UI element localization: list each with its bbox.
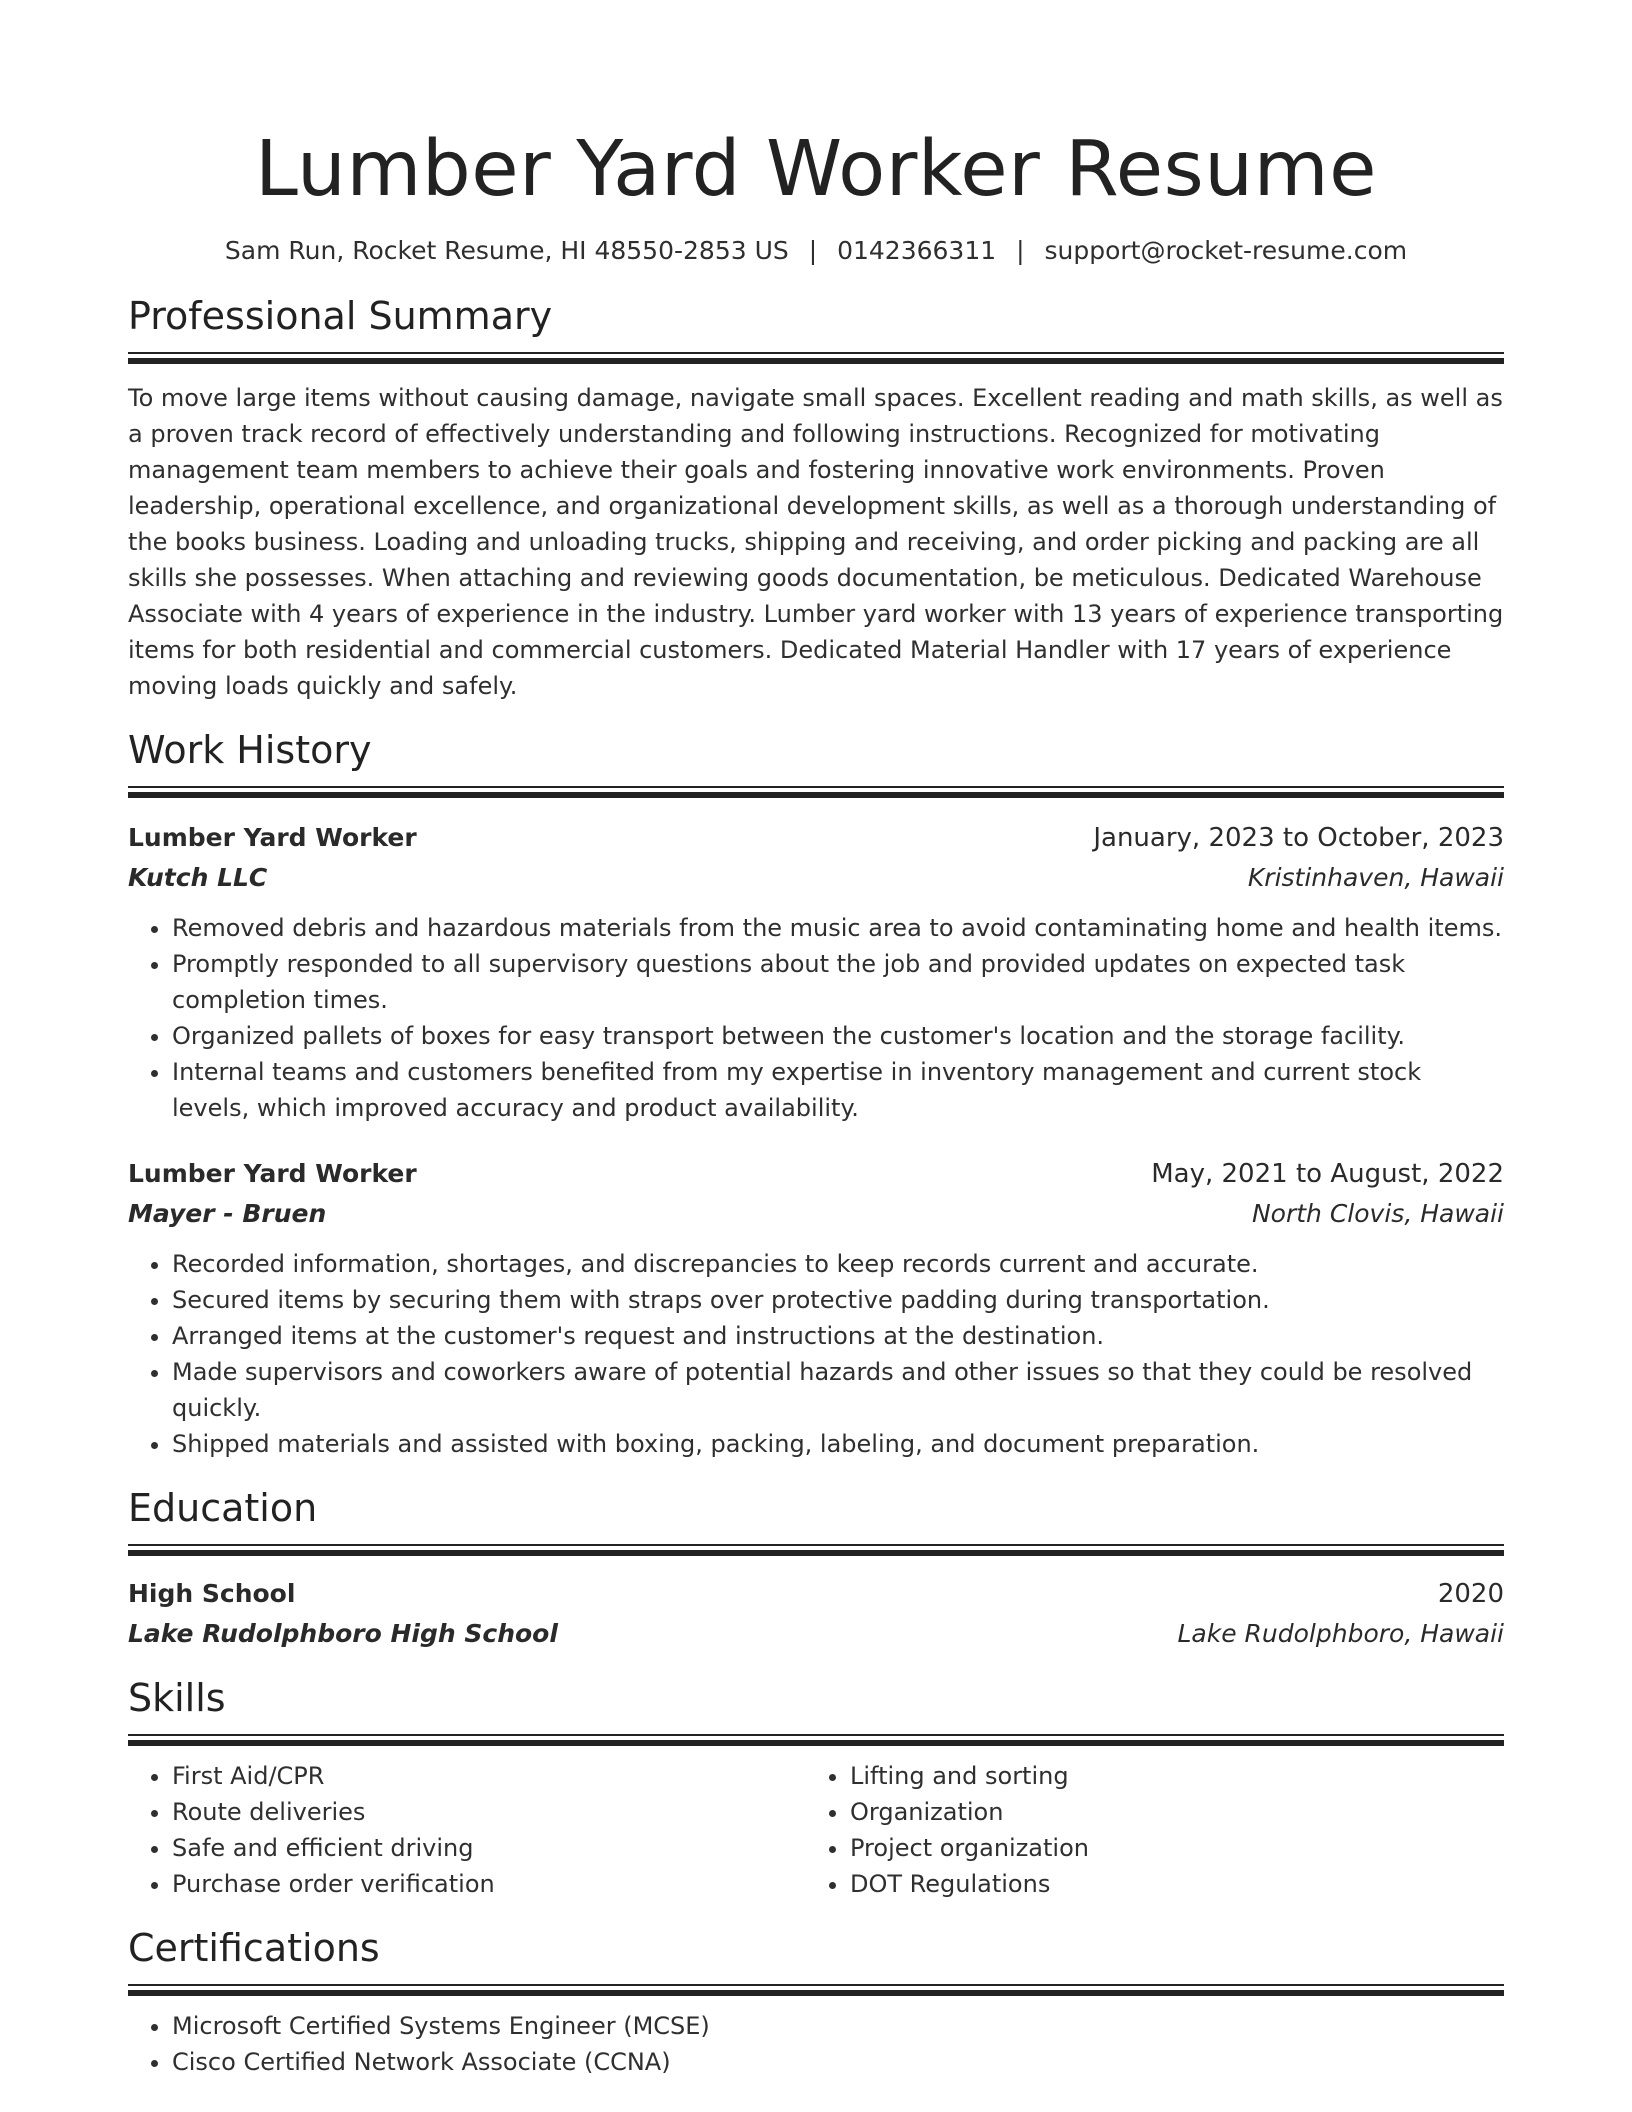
list-item: • Made supervisors and coworkers aware of potential hazards and other issues so that they could be resolved quickly. <box>172 1354 1504 1426</box>
job-list <box>128 818 1504 1462</box>
job-dates: January, 2023 to October, 2023 <box>1093 823 1504 853</box>
list-item: • Organized pallets of boxes for easy transport between the customer's location and the storage facility. <box>172 1018 1504 1054</box>
summary-section <box>128 292 1504 704</box>
job-entry <box>128 818 1504 1126</box>
education-degree: High School <box>128 1579 296 1608</box>
list-item: • Safe and efficient driving <box>172 1830 806 1866</box>
section-divider <box>128 352 1504 364</box>
skills-section <box>128 1674 1504 1902</box>
section-divider <box>128 786 1504 798</box>
certifications-list <box>128 2008 1504 2080</box>
section-divider <box>128 1544 1504 1556</box>
skills-column-right <box>806 1758 1484 1902</box>
section-divider <box>128 1734 1504 1746</box>
list-item: • Shipped materials and assisted with boxing, packing, labeling, and document preparation. <box>172 1426 1504 1462</box>
education-location: Lake Rudolphboro, Hawaii <box>1177 1619 1504 1648</box>
list-item: • Promptly responded to all supervisory questions about the job and provided updates on expected task completion times. <box>172 946 1504 1018</box>
contact-address: Sam Run, Rocket Resume, HI 48550-2853 US <box>224 236 789 265</box>
job-dates: May, 2021 to August, 2022 <box>1151 1159 1504 1189</box>
job-bullets <box>128 910 1504 1126</box>
job-title: Lumber Yard Worker <box>128 823 417 852</box>
job-title: Lumber Yard Worker <box>128 1159 417 1188</box>
contact-line <box>128 234 1504 268</box>
job-entry <box>128 1154 1504 1462</box>
list-item: • Cisco Certified Network Associate (CCNA) <box>172 2044 1504 2080</box>
section-heading-work: Work History <box>128 728 372 772</box>
list-item: • Arranged items at the customer's request and instructions at the destination. <box>172 1318 1504 1354</box>
list-item: • Purchase order verification <box>172 1866 806 1902</box>
job-company: Kutch LLC <box>128 863 268 892</box>
list-item: • Route deliveries <box>172 1794 806 1830</box>
list-item: • Microsoft Certified Systems Engineer (MCSE) <box>172 2008 1504 2044</box>
section-heading-education: Education <box>128 1486 318 1530</box>
education-entry <box>128 1574 1504 1654</box>
skills-columns <box>128 1758 1504 1902</box>
list-item: • Recorded information, shortages, and discrepancies to keep records current and accurate. <box>172 1246 1504 1282</box>
job-location: Kristinhaven, Hawaii <box>1247 863 1504 892</box>
list-item: • Secured items by securing them with straps over protective padding during transportation. <box>172 1282 1504 1318</box>
education-year: 2020 <box>1437 1579 1504 1609</box>
list-item: • Lifting and sorting <box>850 1758 1484 1794</box>
list-item: • Internal teams and customers benefited from my expertise in inventory management and current stock levels, which improved accuracy and product availability. <box>172 1054 1504 1126</box>
list-item: • First Aid/CPR <box>172 1758 806 1794</box>
job-bullets <box>128 1246 1504 1462</box>
list-item: • Removed debris and hazardous materials from the music area to avoid contaminating home and health items. <box>172 910 1504 946</box>
list-item: • Project organization <box>850 1830 1484 1866</box>
contact-separator: | <box>808 236 818 265</box>
contact-separator: | <box>1016 236 1025 265</box>
education-section <box>128 1484 1504 1654</box>
resume-title: Lumber Yard Worker Resume <box>255 125 1377 214</box>
resume-content <box>128 0 1504 2080</box>
contact-phone: 0142366311 <box>837 236 997 265</box>
list-item: • Organization <box>850 1794 1484 1830</box>
summary-text: To move large items without causing damage, navigate small spaces. Excellent reading and math skills, as well as a proven track record of effectively understanding and following instructions. Recognized for motivating management team members to achieve their goals and fostering innovative work environments. Proven leadership, operational excellence, and organizational development skills, as well as a thorough understanding of the books business. Loading and unloading trucks, shipping and receiving, and order picking and packing are all skills she possesses. When attaching and reviewing goods documentation, be meticulous. Dedicated Warehouse Associate with 4 years of experience in the industry. Lumber yard worker with 13 years of experience transporting items for both residential and commercial customers. Dedicated Material Handler with 17 years of experience moving loads quickly and safely. <box>128 384 1504 700</box>
skills-column-left <box>128 1758 806 1902</box>
job-company: Mayer - Bruen <box>128 1199 327 1228</box>
list-item: • DOT Regulations <box>850 1866 1484 1902</box>
contact-email: support@rocket-resume.com <box>1044 236 1408 265</box>
section-heading-skills: Skills <box>128 1676 226 1720</box>
certifications-section <box>128 1924 1504 2080</box>
job-location: North Clovis, Hawaii <box>1251 1199 1504 1228</box>
section-heading-certifications: Certifications <box>128 1926 380 1970</box>
section-heading-summary: Professional Summary <box>128 294 553 338</box>
education-school: Lake Rudolphboro High School <box>128 1619 558 1648</box>
work-history-section <box>128 726 1504 1462</box>
section-divider <box>128 1984 1504 1996</box>
